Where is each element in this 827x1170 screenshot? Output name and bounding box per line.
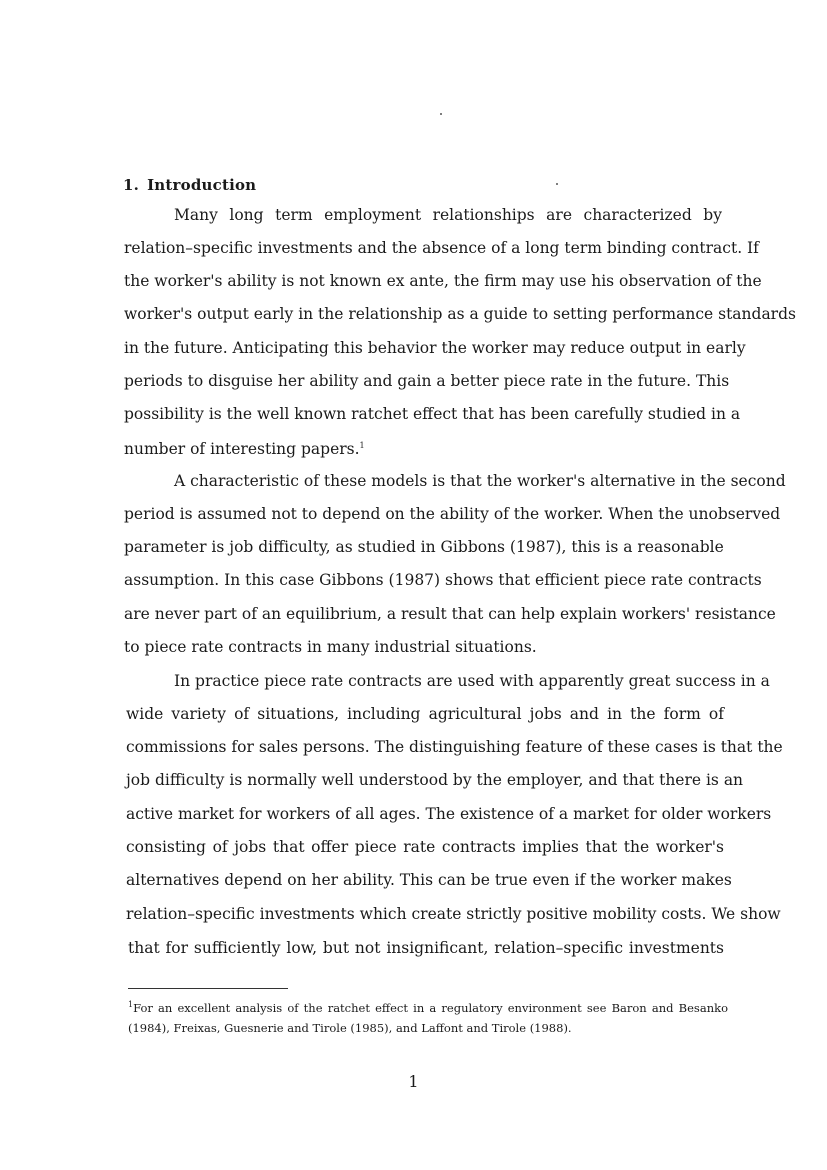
text-line: job difficulty is normally well understood by the employer, and that there is an <box>126 771 744 789</box>
footnote <box>128 998 728 1038</box>
text-line: A characteristic of these models is that the worker's alternative in the second <box>174 472 786 490</box>
footnote-reference: 1 <box>359 440 365 450</box>
text-line: in the future. Anticipating this behavior the worker may reduce output in early <box>124 339 746 357</box>
text-line: relation–specific investments and the absence of a long term binding contract. If <box>124 239 759 257</box>
text-line: that for sufficiently low, but not insignificant, relation–specific investments <box>128 939 724 957</box>
text-line: are never part of an equilibrium, a result that can help explain workers' resistance <box>124 605 776 623</box>
text-line: wide variety of situations, including agricultural jobs and in the form of <box>126 705 724 723</box>
text-line: alternatives depend on her ability. This can be true even if the worker makes <box>126 871 732 889</box>
text-line: possibility is the well known ratchet effect that has been carefully studied in a <box>124 405 741 423</box>
section-heading <box>123 176 256 194</box>
text-line: commissions for sales persons. The distinguishing feature of these cases is that the <box>126 738 783 756</box>
text-line-content: number of interesting papers. <box>124 440 360 458</box>
footnote-line <box>128 998 728 1018</box>
text-line: relation–specific investments which create strictly positive mobility costs. We show <box>126 905 781 923</box>
text-line: to piece rate contracts in many industrial situations. <box>124 638 537 656</box>
text-line: assumption. In this case Gibbons (1987) shows that efficient piece rate contracts <box>124 571 762 589</box>
scan-speck <box>556 183 558 185</box>
section-number: 1. <box>123 176 140 194</box>
footnote-text: For an excellent analysis of the ratchet effect in a regulatory environment see Baron and Besanko <box>133 1001 728 1015</box>
page-number: 1 <box>408 1072 419 1091</box>
footnote-line <box>128 1018 728 1038</box>
text-line: consisting of jobs that offer piece rate contracts implies that the worker's <box>126 838 724 856</box>
section-title: Introduction <box>147 176 257 194</box>
text-line: worker's output early in the relationship as a guide to setting performance standards <box>124 305 796 323</box>
footnote-text: (1984), Freixas, Guesnerie and Tirole (1985), and Laffont and Tirole (1988). <box>128 1021 572 1035</box>
text-line: Many long term employment relationships are characterized by <box>174 206 722 224</box>
text-line: the worker's ability is not known ex ante, the firm may use his observation of the <box>124 272 762 290</box>
text-line: In practice piece rate contracts are used with apparently great success in a <box>174 672 770 690</box>
text-line: periods to disguise her ability and gain a better piece rate in the future. This <box>124 372 730 390</box>
footnote-divider <box>128 988 288 989</box>
text-line <box>124 439 365 459</box>
text-line: period is assumed not to depend on the ability of the worker. When the unobserved <box>124 505 781 523</box>
text-line: active market for workers of all ages. The existence of a market for older workers <box>126 805 772 823</box>
scan-speck <box>440 113 442 115</box>
text-line: parameter is job difficulty, as studied in Gibbons (1987), this is a reasonable <box>124 538 724 556</box>
footnote-marker: 1 <box>128 1000 134 1010</box>
